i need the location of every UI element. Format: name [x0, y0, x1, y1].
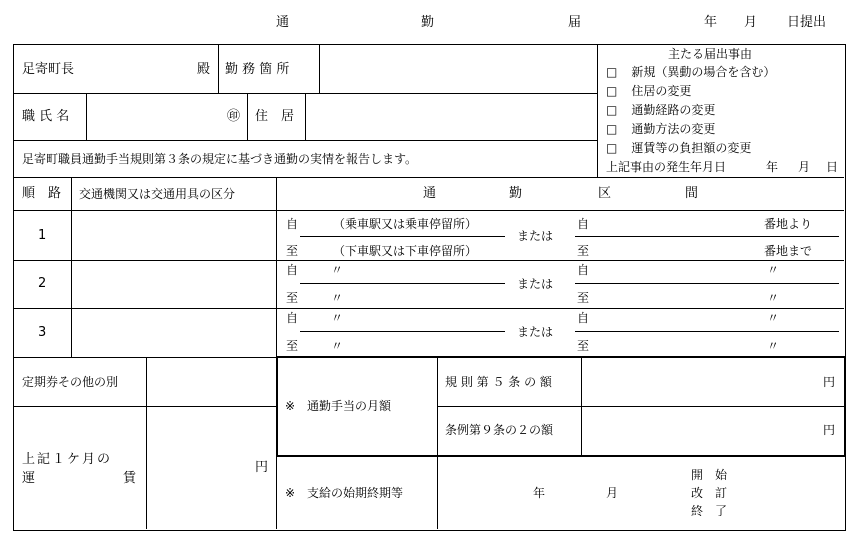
alighting-hint: 〃: [331, 291, 344, 305]
occurrence-year: 年: [766, 160, 779, 174]
staff-name-label: 職 氏 名: [22, 109, 70, 124]
reason-item-residence[interactable]: [606, 84, 691, 98]
reason-item-new[interactable]: [606, 65, 775, 79]
address-to-label: 至: [577, 291, 590, 305]
route-from-label: 自: [286, 217, 299, 231]
seal-mark: ㊞: [227, 109, 241, 124]
ord9-label: 条例第９条の２の額: [445, 423, 554, 437]
reason-label: 通勤方法の変更: [631, 122, 716, 136]
title-char-1: 通: [276, 15, 290, 30]
col-transport-header: 交通機関又は交通用具の区分: [79, 187, 236, 201]
route-row-number: 3: [38, 325, 47, 340]
reasons-title: 主たる届出事由: [668, 47, 753, 61]
route-from-label: 自: [286, 311, 299, 325]
alighting-hint: （下車駅又は下車停留所）: [333, 244, 478, 258]
address-from-label: 自: [577, 263, 590, 277]
date-month: 月: [744, 15, 758, 30]
period-year: 年: [533, 486, 546, 500]
address-to-label: 至: [577, 339, 590, 353]
col-section-char-1: 通: [423, 186, 437, 201]
fare-label-line1: 上記１ケ月の: [22, 452, 113, 467]
reason-item-route[interactable]: [606, 103, 715, 117]
title-char-2: 勤: [421, 15, 435, 30]
checkbox-icon: □: [606, 84, 618, 98]
fare-label-line2-a: 運: [22, 471, 36, 486]
reason-label: 通勤経路の変更: [631, 103, 716, 117]
route-row-number: 1: [38, 228, 47, 243]
ord9-unit: 円: [823, 423, 836, 437]
address-to-label: 至: [577, 244, 590, 258]
route-to-label: 至: [286, 244, 299, 258]
period-label: ※ 支給の始期終期等: [285, 486, 404, 500]
period-type-start: 開 始: [691, 468, 728, 482]
addressee-honorific: 殿: [197, 62, 211, 77]
boarding-hint: 〃: [331, 263, 344, 277]
checkbox-icon: □: [606, 103, 618, 117]
rule5-unit: 円: [823, 375, 836, 389]
reason-item-fare[interactable]: [606, 141, 751, 155]
route-row-number: 2: [38, 276, 47, 291]
boarding-hint: 〃: [331, 311, 344, 325]
address-to-suffix: 番地まで: [764, 244, 813, 258]
col-section-char-2: 勤: [509, 186, 523, 201]
address-to-suffix: 〃: [767, 291, 780, 305]
fare-label-line2-b: 賃: [123, 471, 137, 486]
boarding-hint: （乗車駅又は乗車停留所）: [333, 217, 478, 231]
alighting-hint: 〃: [331, 339, 344, 353]
address-from-suffix: 〃: [767, 311, 780, 325]
period-type-revise: 改 訂: [691, 486, 728, 500]
route-to-label: 至: [286, 291, 299, 305]
reason-label: 住居の変更: [631, 84, 692, 98]
addressee-mayor: 足寄町長: [22, 62, 75, 77]
col-section-char-3: 区: [598, 186, 612, 201]
checkbox-icon: □: [606, 65, 618, 79]
col-order-header: 順 路: [22, 186, 62, 201]
address-from-label: 自: [577, 217, 590, 231]
checkbox-icon: □: [606, 122, 618, 136]
period-month: 月: [606, 486, 619, 500]
rule5-label: 規 則 第 ５ 条 の 額: [445, 375, 552, 389]
address-from-suffix: 番地より: [764, 217, 813, 231]
allowance-label: ※ 通勤手当の月額: [285, 399, 392, 413]
date-day-submit: 日提出: [787, 15, 827, 30]
workplace-label: 勤 務 箇 所: [225, 62, 290, 77]
title-char-3: 届: [568, 15, 582, 30]
or-label: または: [517, 229, 554, 243]
address-from-label: 自: [577, 311, 590, 325]
occurrence-label: 上記事由の発生年月日: [606, 160, 727, 174]
route-to-label: 至: [286, 339, 299, 353]
route-from-label: 自: [286, 263, 299, 277]
residence-label: 住 居: [255, 109, 295, 124]
declaration-text: 足寄町職員通勤手当規則第３条の規定に基づき通勤の実情を報告します。: [22, 152, 418, 166]
period-type-end: 終 了: [691, 504, 728, 518]
col-section-char-4: 間: [685, 186, 699, 201]
reason-label: 運賃等の負担額の変更: [631, 141, 752, 155]
occurrence-day: 日: [826, 160, 839, 174]
reason-label: 新規（異動の場合を含む）: [631, 65, 776, 79]
checkbox-icon: □: [606, 141, 618, 155]
occurrence-month: 月: [798, 160, 811, 174]
date-year: 年: [704, 15, 718, 30]
or-label: または: [517, 277, 554, 291]
fare-unit: 円: [255, 460, 269, 475]
pass-type-label: 定期券その他の別: [22, 375, 119, 389]
address-to-suffix: 〃: [767, 339, 780, 353]
reason-item-method[interactable]: [606, 122, 715, 136]
or-label: または: [517, 325, 554, 339]
address-from-suffix: 〃: [767, 263, 780, 277]
